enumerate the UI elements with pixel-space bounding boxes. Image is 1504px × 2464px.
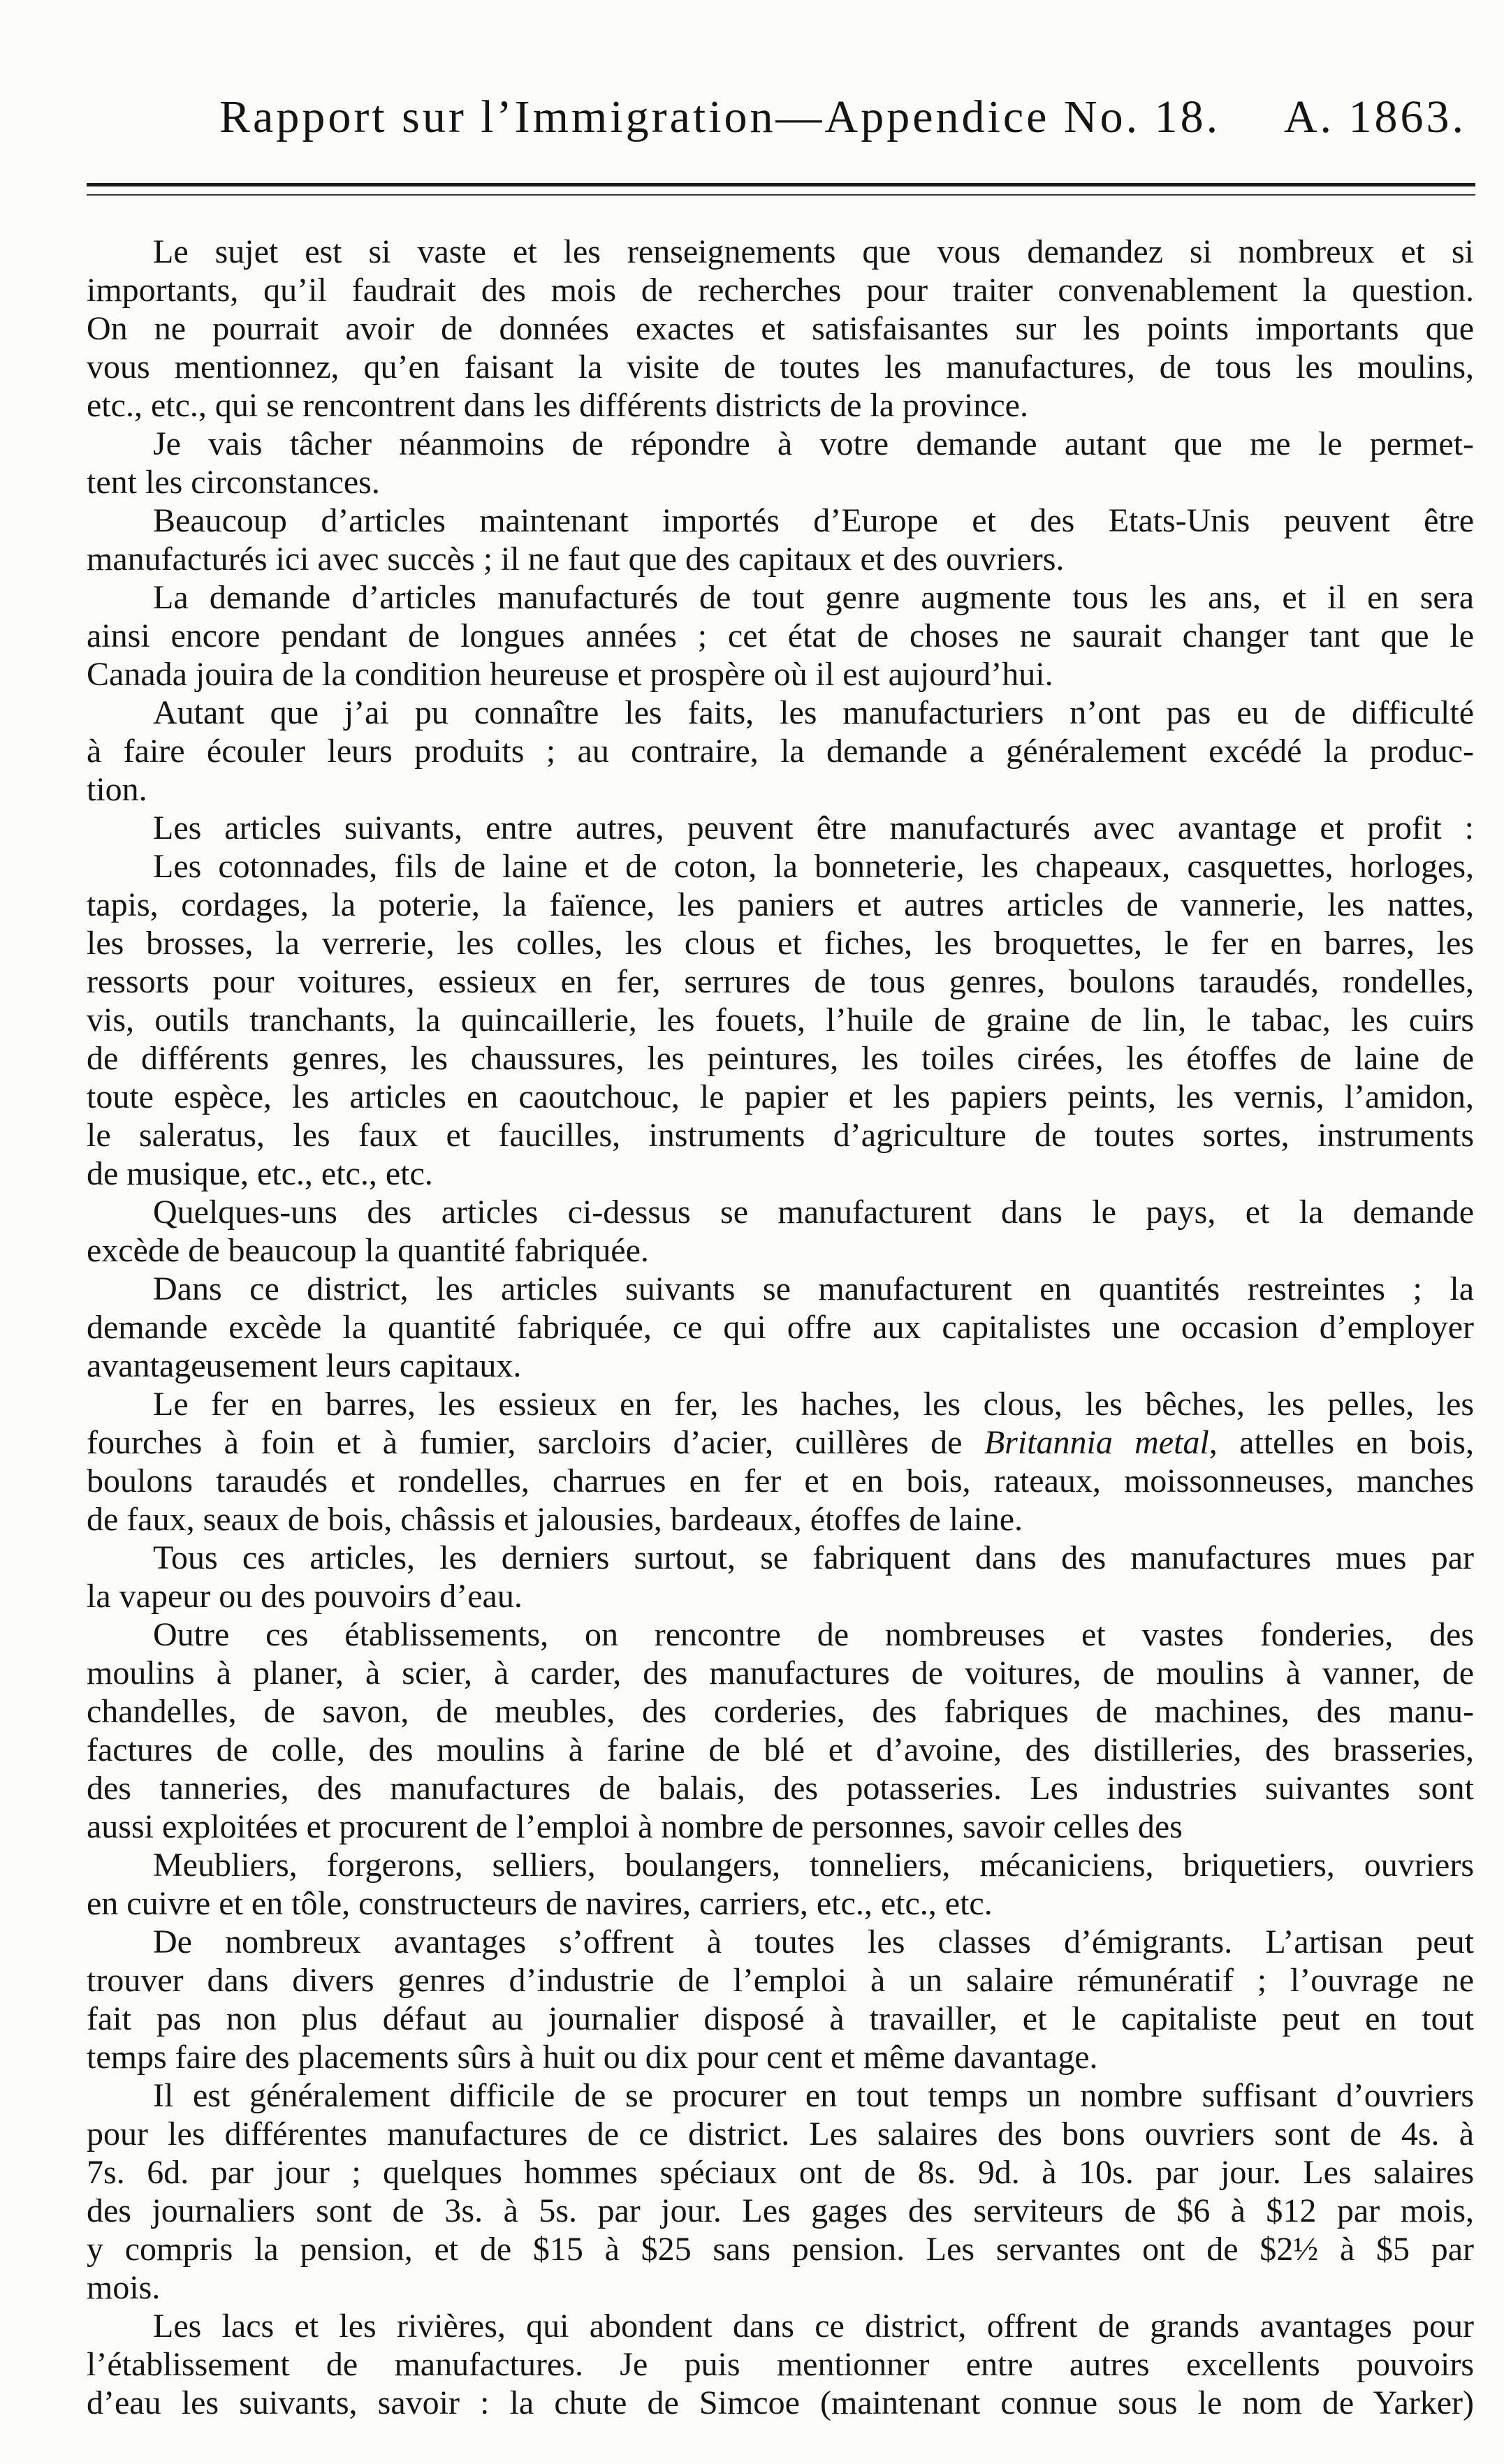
- text-line: Je vais tâcher néanmoins de répondre à votre demande autant que me le permet-: [153, 425, 1474, 462]
- text-line: importants, qu’il faudrait des mois de recherches pour traiter convenablement la question.: [87, 272, 1474, 309]
- text-line: temps faire des placements sûrs à huit ou dix pour cent et même davantage.: [87, 2039, 1098, 2076]
- paragraph: [87, 1270, 1474, 1385]
- paragraph: [87, 425, 1474, 501]
- paragraph: [87, 1193, 1474, 1270]
- header-title: Rapport sur l’Immigration—Appendice No. 18.: [219, 91, 1221, 142]
- text-line: Les lacs et les rivières, qui abondent dans ce district, offrent de grands avantages pour: [153, 2308, 1474, 2345]
- paragraph: [87, 847, 1474, 1193]
- text-line: vous mentionnez, qu’en faisant la visite de toutes les manufactures, de tous les moulins,: [87, 349, 1474, 386]
- running-header: [0, 82, 1504, 152]
- text-line: de faux, seaux de bois, châssis et jalousies, bardeaux, étoffes de laine.: [87, 1501, 1023, 1538]
- text-line: 7s. 6d. par jour ; quelques hommes spéciaux ont de 8s. 9d. à 10s. par jour. Les salaires: [87, 2154, 1474, 2191]
- text-line: excède de beaucoup la quantité fabriquée.: [87, 1232, 649, 1269]
- text-line: De nombreux avantages s’offrent à toutes les classes d’émigrants. L’artisan peut: [153, 1923, 1474, 1960]
- paragraph: [87, 2307, 1474, 2422]
- text-line: moulins à planer, à scier, à carder, des manufactures de voitures, de moulins à vanner, de: [87, 1655, 1474, 1692]
- text-line: Quelques-uns des articles ci-dessus se manufacturent dans le pays, et la demande: [153, 1194, 1474, 1231]
- text-line: les brosses, la verrerie, les colles, les clous et fiches, les broquettes, le fer en barres, les: [87, 925, 1474, 962]
- text-line: vis, outils tranchants, la quincaillerie, les fouets, l’huile de graine de lin, le tabac, les cuirs: [87, 1002, 1474, 1039]
- text-line: ainsi encore pendant de longues années ; cet état de choses ne saurait changer tant que le: [87, 617, 1474, 654]
- text-line: trouver dans divers genres d’industrie de l’emploi à un salaire rémunératif ; l’ouvrage ne: [87, 1962, 1474, 1999]
- text-line: y compris la pension, et de $15 à $25 sans pension. Les servantes ont de $2½ à $5 par: [87, 2231, 1474, 2268]
- text-line: boulons taraudés et rondelles, charrues en fer et en bois, rateaux, moissonneuses, manches: [87, 1462, 1474, 1499]
- header-rule-thin: [87, 194, 1475, 196]
- text-segment: , attelles en bois,: [1209, 1424, 1474, 1461]
- text-line: La demande d’articles manufacturés de tout genre augmente tous les ans, et il en sera: [153, 579, 1474, 616]
- text-line: Outre ces établissements, on rencontre de nombreuses et vastes fonderies, des: [153, 1616, 1474, 1653]
- text-line: d’eau les suivants, savoir : la chute de Simcoe (maintenant connue sous le nom de Yarker): [87, 2384, 1474, 2421]
- paragraph: [87, 2076, 1474, 2307]
- text-line: fait pas non plus défaut au journalier disposé à travailler, et le capitaliste peut en tout: [87, 2000, 1474, 2037]
- text-line: Dans ce district, les articles suivants se manufacturent en quantités restreintes ; la: [153, 1270, 1474, 1307]
- paragraph: [87, 694, 1474, 809]
- text-line: de différents genres, les chaussures, les peintures, les toiles cirées, les étoffes de laine de: [87, 1040, 1474, 1077]
- text-line: Le sujet est si vaste et les renseignements que vous demandez si nombreux et si: [153, 233, 1474, 270]
- text-line: manufacturés ici avec succès ; il ne faut que des capitaux et des ouvriers.: [87, 541, 1065, 578]
- header-year: A. 1863.: [1283, 91, 1466, 142]
- text-line: ressorts pour voitures, essieux en fer, serrures de tous genres, boulons taraudés, rondelles,: [87, 963, 1474, 1000]
- paragraph: [87, 578, 1474, 694]
- header-rule-thick: [87, 183, 1475, 186]
- text-line: factures de colle, des moulins à farine de blé et d’avoine, des distilleries, des brasseries,: [87, 1731, 1474, 1768]
- text-line: demande excède la quantité fabriquée, ce qui offre aux capitalistes une occasion d’employer: [87, 1309, 1474, 1346]
- text-line: etc., etc., qui se rencontrent dans les différents districts de la province.: [87, 387, 1028, 424]
- text-line: Canada jouira de la condition heureuse et prospère où il est aujourd’hui.: [87, 656, 1053, 693]
- text-line: aussi exploitées et procurent de l’emploi à nombre de personnes, savoir celles des: [87, 1808, 1183, 1845]
- text-line: Les articles suivants, entre autres, peuvent être manufacturés avec avantage et profit :: [153, 809, 1474, 846]
- text-segment: fourches à foin et à fumier, sarcloirs d’acier, cuillères de: [87, 1424, 984, 1461]
- paragraph: [87, 809, 1474, 847]
- text-line: toute espèce, les articles en caoutchouc, le papier et les papiers peints, les vernis, l’amidon,: [87, 1078, 1474, 1115]
- text-line: à faire écouler leurs produits ; au contraire, la demande a généralement excédé la produc-: [87, 733, 1474, 770]
- text-line: Tous ces articles, les derniers surtout, se fabriquent dans des manufactures mues par: [153, 1539, 1474, 1576]
- text-line: chandelles, de savon, de meubles, des corderies, des fabriques de machines, des manu-: [87, 1693, 1474, 1730]
- text-line: des journaliers sont de 3s. à 5s. par jour. Les gages des serviteurs de $6 à $12 par mois,: [87, 2192, 1474, 2229]
- text-line: Les cotonnades, fils de laine et de coton, la bonneterie, les chapeaux, casquettes, horloges,: [153, 848, 1474, 885]
- text-line: pour les différentes manufactures de ce district. Les salaires des bons ouvriers sont de 4s. à: [87, 2115, 1474, 2153]
- paragraph: [87, 1846, 1474, 1923]
- text-line: tent les circonstances.: [87, 464, 380, 501]
- text-line: la vapeur ou des pouvoirs d’eau.: [87, 1578, 523, 1615]
- text-line: Meubliers, forgerons, selliers, boulangers, tonneliers, mécaniciens, briquetiers, ouvriers: [153, 1847, 1474, 1884]
- body-text: [87, 233, 1474, 2422]
- text-line: tion.: [87, 771, 147, 808]
- text-line: mois.: [87, 2269, 161, 2306]
- text-line: [87, 1423, 1474, 1462]
- text-line: tapis, cordages, la poterie, la faïence, les paniers et autres articles de vannerie, les nattes,: [87, 886, 1474, 923]
- text-line: l’établissement de manufactures. Je puis mentionner entre autres excellents pouvoirs: [87, 2346, 1474, 2383]
- text-line: des tanneries, des manufactures de balais, des potasseries. Les industries suivantes sont: [87, 1770, 1474, 1807]
- text-line: Beaucoup d’articles maintenant importés d’Europe et des Etats-Unis peuvent être: [153, 502, 1474, 539]
- text-line: avantageusement leurs capitaux.: [87, 1347, 522, 1384]
- text-line: Le fer en barres, les essieux en fer, les haches, les clous, les bêches, les pelles, les: [153, 1386, 1474, 1423]
- paragraph: [87, 501, 1474, 578]
- text-line: de musique, etc., etc., etc.: [87, 1155, 433, 1192]
- text-line: Il est généralement difficile de se procurer en tout temps un nombre suffisant d’ouvriers: [153, 2077, 1474, 2114]
- paragraph: [87, 1539, 1474, 1615]
- text-line: On ne pourrait avoir de données exactes et satisfaisantes sur les points importants que: [87, 310, 1474, 347]
- text-line: en cuivre et en tôle, constructeurs de navires, carriers, etc., etc., etc.: [87, 1885, 993, 1922]
- italic-term: Britannia metal: [984, 1424, 1209, 1461]
- paragraph: [87, 1923, 1474, 2076]
- paragraph: [87, 1615, 1474, 1846]
- paragraph: [87, 1385, 1474, 1539]
- text-line: Autant que j’ai pu connaître les faits, les manufacturiers n’ont pas eu de difficulté: [153, 694, 1474, 731]
- text-line: le saleratus, les faux et faucilles, instruments d’agriculture de toutes sortes, instruments: [87, 1117, 1474, 1154]
- paragraph: [87, 233, 1474, 425]
